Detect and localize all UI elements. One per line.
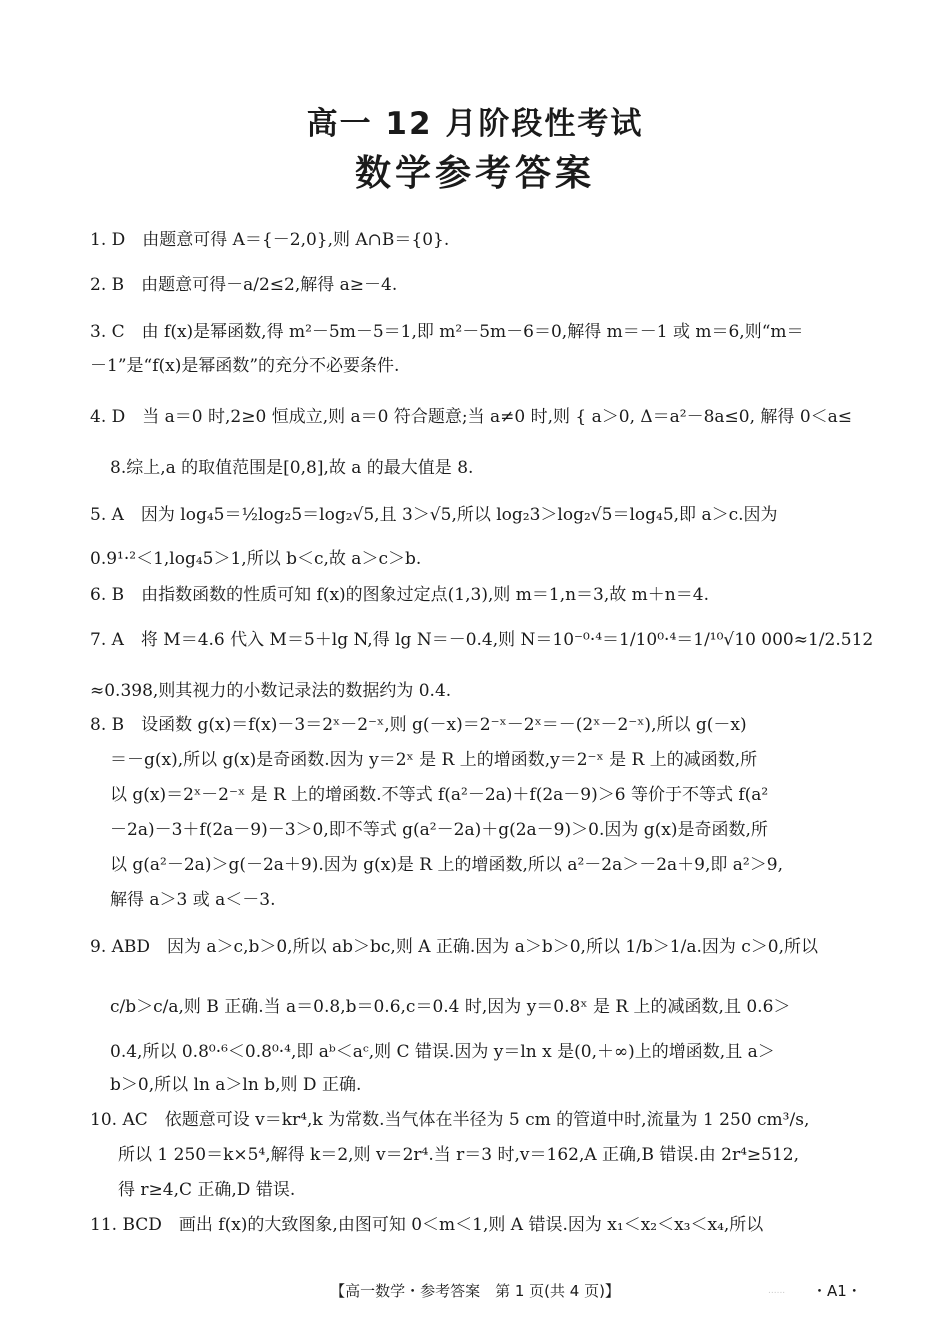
answer-4-line-2: 8.综上,a 的取值范围是[0,8],故 a 的最大值是 8.: [110, 458, 474, 478]
answer-7-line-2: ≈0.398,则其视力的小数记录法的数据约为 0.4.: [90, 681, 452, 701]
answer-5-line-2: 0.9¹·²＜1,log₄5＞1,所以 b＜c,故 a＞c＞b.: [90, 549, 422, 569]
answer-8-line-6: 解得 a＞3 或 a＜－3.: [110, 890, 276, 910]
answer-8-line-1: 8. B 设函数 g(x)＝f(x)－3＝2ˣ－2⁻ˣ,则 g(－x)＝2⁻ˣ－2ˣ＝－(2ˣ－2⁻ˣ),所以 g(－x): [90, 715, 747, 735]
answer-10-line-2: 所以 1 250＝k×5⁴,解得 k＝2,则 v＝2r⁴.当 r＝3 时,v＝162,A 正确,B 错误.由 2r⁴≥512,: [118, 1145, 799, 1165]
answer-10-line-1: 10. AC 依题意可设 v＝kr⁴,k 为常数.当气体在半径为 5 cm 的管道中时,流量为 1 250 cm³/s,: [90, 1110, 810, 1130]
answer-4-line-1: 4. D 当 a＝0 时,2≥0 恒成立,则 a＝0 符合题意;当 a≠0 时,则 { a＞0, Δ＝a²－8a≤0, 解得 0＜a≤: [90, 407, 853, 427]
page-subtitle: 数学参考答案: [354, 153, 595, 194]
page-footer: 【高一数学・参考答案 第 1 页(共 4 页)】: [330, 1282, 620, 1300]
answer-11-line-1: 11. BCD 画出 f(x)的大致图象,由图可知 0＜m＜1,则 A 错误.因为 x₁＜x₂＜x₃＜x₄,所以: [90, 1215, 764, 1235]
answer-2: 2. B 由题意可得－a/2≤2,解得 a≥－4.: [90, 275, 398, 295]
answer-8-line-5: 以 g(a²－2a)＞g(－2a＋9).因为 g(x)是 R 上的增函数,所以 a²－2a＞－2a＋9,即 a²＞9,: [110, 855, 783, 875]
answer-8-line-3: 以 g(x)＝2ˣ－2⁻ˣ 是 R 上的增函数.不等式 f(a²－2a)＋f(2a－9)＞6 等价于不等式 f(a²: [110, 785, 769, 805]
answer-6: 6. B 由指数函数的性质可知 f(x)的图象过定点(1,3),则 m＝1,n＝3,故 m＋n＝4.: [90, 585, 709, 605]
answer-7-line-1: 7. A 将 M＝4.6 代入 M＝5＋lg N,得 lg N＝－0.4,则 N＝10⁻⁰·⁴＝1/10⁰·⁴＝1/¹⁰√10 000≈1/2.512: [90, 630, 874, 650]
answer-9-line-4: b＞0,所以 ln a＞ln b,则 D 正确.: [110, 1075, 362, 1095]
faint-mark: ......: [768, 1286, 786, 1296]
answer-9-line-2: c/b＞c/a,则 B 正确.当 a＝0.8,b＝0.6,c＝0.4 时,因为 y＝0.8ˣ 是 R 上的减函数,且 0.6＞: [110, 997, 791, 1017]
answer-5-line-1: 5. A 因为 log₄5＝½log₂5＝log₂√5,且 3＞√5,所以 log₂3＞log₂√5＝log₄5,即 a＞c.因为: [90, 505, 778, 525]
answer-3-line-1: 3. C 由 f(x)是幂函数,得 m²－5m－5＝1,即 m²－5m－6＝0,解得 m＝－1 或 m＝6,则“m＝: [90, 322, 804, 342]
page-title: 高一 12 月阶段性考试: [306, 106, 644, 142]
answer-9-line-3: 0.4,所以 0.8⁰·⁶＜0.8⁰·⁴,即 aᵇ＜aᶜ,则 C 错误.因为 y＝ln x 是(0,＋∞)上的增函数,且 a＞: [110, 1042, 775, 1062]
page-id: ・A1・: [812, 1282, 862, 1300]
answer-9-line-1: 9. ABD 因为 a＞c,b＞0,所以 ab＞bc,则 A 正确.因为 a＞b＞0,所以 1/b＞1/a.因为 c＞0,所以: [90, 937, 819, 957]
answer-1: 1. D 由题意可得 A＝{－2,0},则 A∩B＝{0}.: [90, 230, 450, 250]
answer-8-line-2: ＝－g(x),所以 g(x)是奇函数.因为 y＝2ˣ 是 R 上的增函数,y＝2⁻ˣ 是 R 上的减函数,所: [110, 750, 758, 770]
answer-10-line-3: 得 r≥4,C 正确,D 错误.: [118, 1180, 296, 1200]
answer-3-line-2: －1”是“f(x)是幂函数”的充分不必要条件.: [90, 356, 400, 376]
answer-8-line-4: －2a)－3＋f(2a－9)－3＞0,即不等式 g(a²－2a)＋g(2a－9)＞0.因为 g(x)是奇函数,所: [110, 820, 768, 840]
